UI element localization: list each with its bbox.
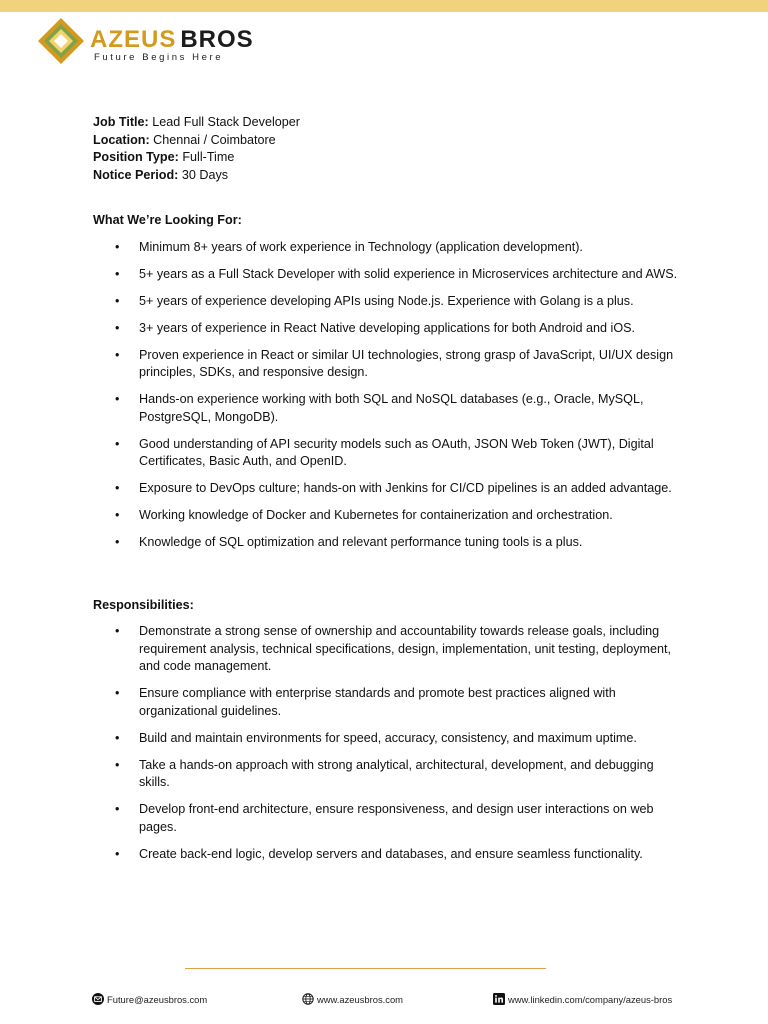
- list-item-text: 5+ years as a Full Stack Developer with solid experience in Microservices architecture and AWS.: [139, 266, 678, 281]
- bullet-icon: •: [115, 730, 120, 745]
- footer-website-text[interactable]: www.azeusbros.com: [317, 993, 403, 1005]
- bullet-icon: •: [115, 293, 120, 308]
- globe-icon: [302, 993, 314, 1005]
- list-item: [93, 730, 683, 748]
- bullet-icon: •: [115, 239, 120, 254]
- position-type-value: Full-Time: [182, 150, 235, 164]
- list-item-text: Exposure to DevOps culture; hands-on with Jenkins for CI/CD pipelines is an added advantage.: [139, 481, 672, 495]
- bullet-icon: •: [115, 392, 120, 406]
- job-title-label: Job Title:: [93, 115, 149, 129]
- job-title-line: [93, 114, 683, 132]
- responsibilities-heading: Responsibilities:: [93, 597, 194, 612]
- linkedin-icon: [493, 993, 505, 1005]
- location-label: Location:: [93, 132, 150, 147]
- list-item: [93, 239, 683, 257]
- looking-for-list: [93, 239, 683, 552]
- list-item-text: Demonstrate a strong sense of ownership and accountability towards release goals, including requirement analysis, technical specifications, design, implementation, unit testing, deployment, and code management.: [139, 624, 672, 673]
- list-item-text: Proven experience in React or similar UI technologies, strong grasp of JavaScript, UI/UX design principles, SDKs, and responsive design.: [139, 347, 674, 379]
- list-item: [93, 846, 683, 864]
- list-item-text: Create back-end logic, develop servers and databases, and ensure seamless functionality.: [139, 846, 643, 861]
- document-body: [93, 114, 683, 873]
- bullet-icon: •: [115, 535, 120, 549]
- list-item: [93, 320, 683, 338]
- bullet-icon: •: [115, 508, 120, 522]
- bullet-icon: •: [115, 481, 120, 495]
- notice-period-label: Notice Period:: [93, 167, 179, 182]
- footer-divider: [185, 968, 546, 969]
- notice-period-value: 30 Days: [181, 167, 229, 182]
- footer-contacts: [92, 993, 692, 1009]
- list-item-text: 3+ years of experience in React Native developing applications for both Android and iOS.: [139, 320, 636, 335]
- bullet-icon: •: [115, 846, 120, 861]
- list-item: [93, 623, 683, 676]
- list-item-text: Working knowledge of Docker and Kubernetes for containerization and orchestration.: [139, 508, 613, 522]
- brand-tagline: Future Begins Here: [94, 52, 224, 63]
- list-item-text: Develop front-end architecture, ensure responsiveness, and design user interactions on web pages.: [139, 802, 654, 834]
- diamond-logo-icon: [36, 16, 86, 66]
- footer-email-text[interactable]: Future@azeusbros.com: [107, 993, 208, 1005]
- looking-for-heading: What We’re Looking For:: [93, 213, 242, 227]
- bullet-icon: •: [115, 686, 120, 700]
- list-item: [93, 266, 683, 284]
- list-item-text: 5+ years of experience developing APIs using Node.js. Experience with Golang is a plus.: [139, 293, 634, 308]
- list-item: [93, 801, 683, 836]
- list-item: [93, 757, 683, 792]
- list-item: [93, 347, 683, 382]
- list-item: [93, 534, 683, 552]
- brand-name-part2: BROS: [180, 26, 254, 53]
- brand-name: [90, 26, 254, 54]
- footer-linkedin-text[interactable]: www.linkedin.com/company/azeus-bros: [508, 993, 673, 1005]
- responsibilities-list: [93, 623, 683, 863]
- footer-linkedin[interactable]: [493, 993, 672, 1005]
- notice-period-line: [93, 167, 683, 185]
- bullet-icon: •: [115, 266, 120, 281]
- list-item-text: Take a hands-on approach with strong analytical, architectural, development, and debugging skills.: [139, 757, 654, 789]
- mail-icon: [92, 993, 104, 1005]
- location-value: Chennai / Coimbatore: [153, 132, 276, 147]
- bullet-icon: •: [115, 802, 120, 816]
- footer-email[interactable]: [92, 993, 207, 1005]
- list-item-text: Ensure compliance with enterprise standards and promote best practices aligned with organizational guidelines.: [139, 686, 616, 718]
- bullet-icon: •: [115, 624, 120, 638]
- brand-name-part1: AZEUS: [90, 26, 177, 53]
- bullet-icon: •: [115, 320, 120, 335]
- position-type-label: Position Type:: [93, 150, 179, 164]
- list-item-text: Knowledge of SQL optimization and relevant performance tuning tools is a plus.: [139, 535, 583, 549]
- list-item-text: Minimum 8+ years of work experience in Technology (application development).: [139, 239, 583, 254]
- location-line: [93, 132, 683, 150]
- bullet-icon: •: [115, 757, 120, 772]
- company-logo: [36, 16, 276, 66]
- list-item: [93, 436, 683, 471]
- list-item: [93, 507, 683, 525]
- top-accent-bar: [0, 0, 768, 12]
- position-type-line: [93, 149, 683, 167]
- footer-website[interactable]: [302, 993, 403, 1005]
- list-item: [93, 391, 683, 426]
- list-item: [93, 685, 683, 720]
- bullet-icon: •: [115, 436, 120, 451]
- job-title-value: Lead Full Stack Developer: [152, 115, 300, 129]
- list-item: [93, 480, 683, 498]
- list-item-text: Build and maintain environments for speed, accuracy, consistency, and maximum uptime.: [139, 730, 637, 745]
- bullet-icon: •: [115, 347, 120, 362]
- list-item: [93, 293, 683, 311]
- list-item-text: Good understanding of API security models such as OAuth, JSON Web Token (JWT), Digital Certificates, Basic Auth, and OpenID.: [139, 436, 654, 468]
- list-item-text: Hands-on experience working with both SQL and NoSQL databases (e.g., Oracle, MySQL, PostgreSQL, MongoDB).: [139, 392, 644, 424]
